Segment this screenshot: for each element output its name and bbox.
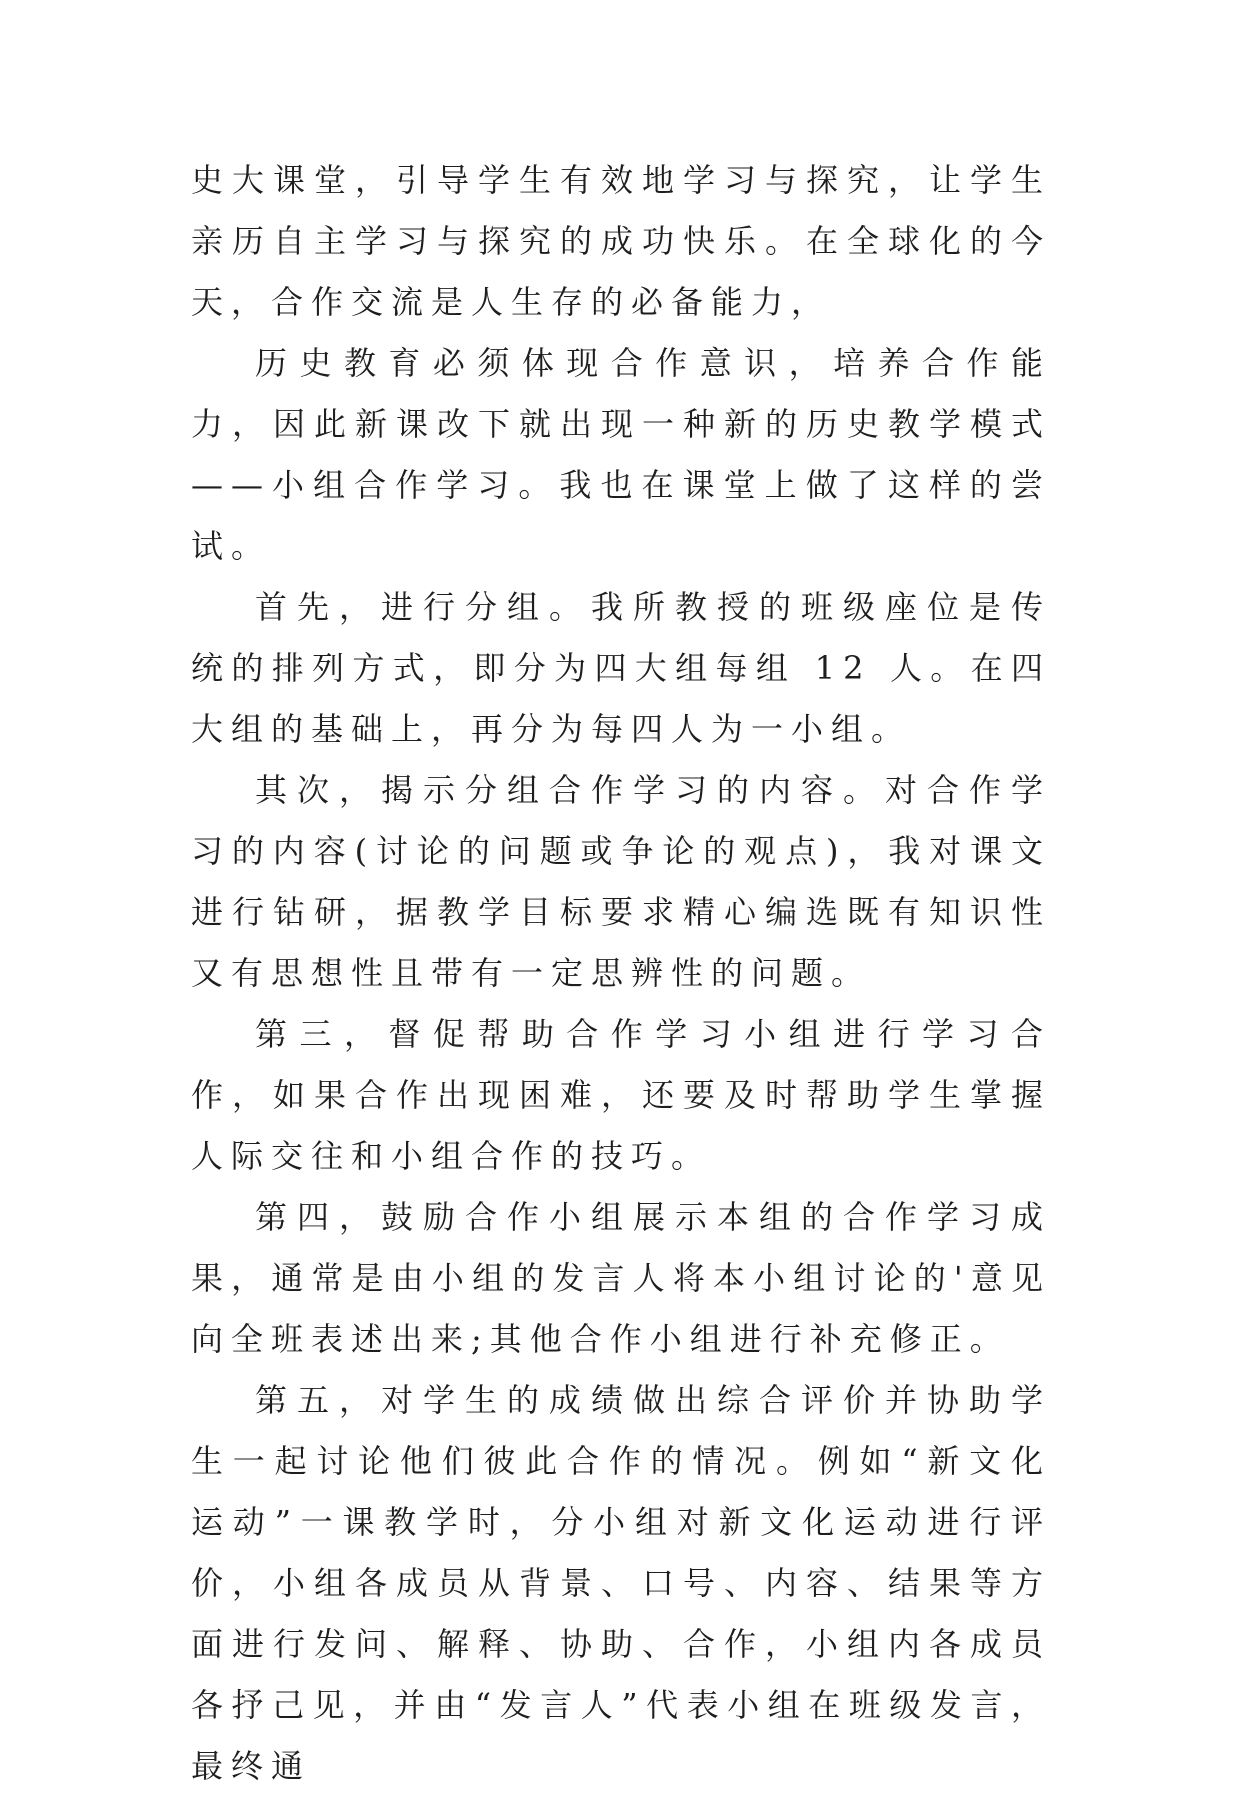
document-body — [191, 150, 1051, 1797]
paragraph-supervision: 第三，督促帮助合作学习小组进行学习合作，如果合作出现困难，还要及时帮助学生掌握人际交往和小组合作的技巧。 — [191, 1015, 1051, 1175]
paragraph-evaluation: 第五，对学生的成绩做出综合评价并协助学生一起讨论他们彼此合作的情况。例如“新文化运动”一课教学时，分小组对新文化运动进行评价，小组各成员从背景、口号、内容、结果等方面进行发问、解释、协助、合作，小组内各成员各抒己见，并由“发言人”代表小组在班级发言，最终通 — [191, 1381, 1051, 1785]
paragraph-content: 其次，揭示分组合作学习的内容。对合作学习的内容(讨论的问题或争论的观点)，我对课文进行钻研，据教学目标要求精心编选既有知识性又有思想性且带有一定思辨性的问题。 — [191, 771, 1051, 992]
paragraph-cooperation: 历史教育必须体现合作意识，培养合作能力，因此新课改下就出现一种新的历史教学模式——小组合作学习。我也在课堂上做了这样的尝试。 — [191, 344, 1051, 565]
paragraph-grouping: 首先，进行分组。我所教授的班级座位是传统的排列方式，即分为四大组每组 12 人。在四大组的基础上，再分为每四人为一小组。 — [191, 588, 1051, 748]
paragraph-continuation: 史大课堂，引导学生有效地学习与探究，让学生亲历自主学习与探究的成功快乐。在全球化的今天，合作交流是人生存的必备能力， — [191, 161, 1051, 321]
paragraph-presentation: 第四，鼓励合作小组展示本组的合作学习成果，通常是由小组的发言人将本小组讨论的'意见向全班表述出来;其他合作小组进行补充修正。 — [191, 1198, 1051, 1358]
